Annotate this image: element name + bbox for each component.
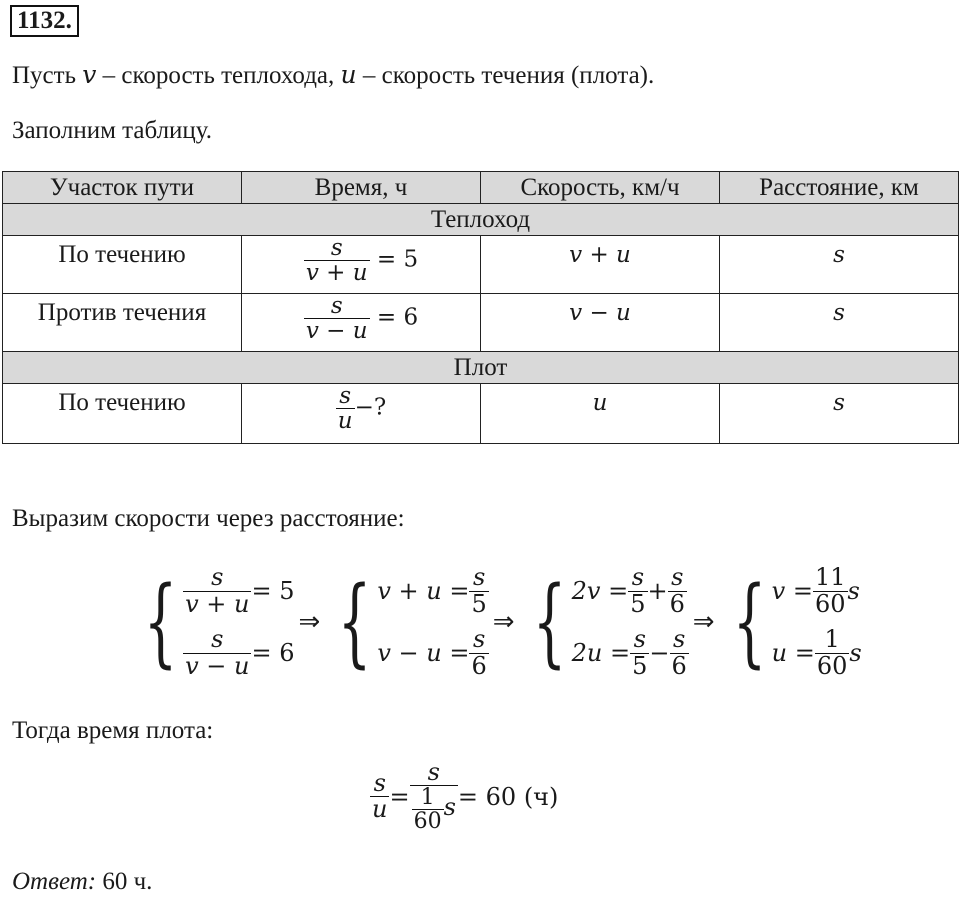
implies-arrow: ⇒ — [492, 607, 515, 637]
time-num: s — [339, 383, 352, 409]
time-cell — [242, 236, 480, 285]
intro-post: – скорость течения (плота). — [356, 62, 655, 89]
time-rhs: = 6 — [369, 304, 419, 331]
var-u: u — [340, 60, 357, 89]
system-2: v + u = $\frac{s}{5}$ v − u = $\frac{s}{6}$ — [377, 563, 487, 680]
section-row-ship — [3, 204, 959, 236]
distance-cell: s — [833, 300, 845, 326]
data-table — [2, 171, 959, 444]
left-brace: { — [338, 566, 372, 678]
intro-pre: Пусть — [12, 62, 83, 89]
express-text: Выразим скорости через расстояние: — [12, 505, 405, 532]
header-distance: Расстояние, км — [720, 172, 959, 204]
table-row — [3, 384, 959, 444]
segment-cell: По течению — [58, 389, 186, 416]
time-cell — [242, 384, 480, 433]
distance-cell: s — [833, 390, 845, 416]
intro-mid: – скорость теплохода, — [96, 62, 341, 89]
implies-arrow: ⇒ — [692, 607, 715, 637]
table-row — [3, 236, 959, 294]
header-time: Время, ч — [242, 172, 481, 204]
intro-text — [12, 60, 654, 90]
system-4: v = $\frac{11}{60}$ s u = $\frac{1}{60}$ s — [771, 563, 862, 680]
segment-cell: Против течения — [37, 299, 207, 326]
time-num: s — [330, 235, 343, 261]
implies-arrow: ⇒ — [298, 607, 321, 637]
speed-cell: u — [592, 390, 608, 416]
table-header-row — [3, 172, 959, 204]
header-segment: Участок пути — [3, 172, 242, 204]
time-den: v + u — [305, 260, 368, 287]
answer-value: 60 ч. — [96, 868, 153, 895]
speed-cell: v − u — [569, 300, 631, 326]
section-ship: Теплоход — [3, 204, 959, 236]
header-speed: Скорость, км/ч — [481, 172, 720, 204]
time-den: u — [337, 408, 353, 435]
time-num: s — [330, 293, 343, 319]
speed-cell: v + u — [569, 242, 631, 268]
left-brace: { — [732, 566, 766, 678]
segment-cell: По течению — [58, 241, 186, 268]
answer-label: Ответ: — [12, 868, 97, 895]
system-1: $\frac{s}{v + u}$ = 5 $\frac{s}{v - u}$ = 6 — [185, 563, 295, 680]
var-v: v — [82, 60, 97, 89]
equation-system-chain — [130, 560, 862, 684]
time-cell — [242, 294, 480, 343]
system-3: 2v = $\frac{s}{5}$ + $\frac{s}{6}$ 2u = $\frac{s}{5}$ − $\frac{s}{6}$ — [571, 563, 687, 680]
time-rhs: = 5 — [369, 246, 419, 273]
time-den: v − u — [305, 318, 368, 345]
problem-number: 1132. — [10, 5, 79, 37]
answer-line — [12, 868, 152, 896]
final-equation: $\frac{s}{u}$ = s $\frac{1}{60}$ s = 60 (ч) — [372, 758, 559, 835]
table-row — [3, 294, 959, 352]
left-brace: { — [532, 566, 566, 678]
time-rhs: −? — [354, 394, 387, 421]
section-row-raft — [3, 352, 959, 384]
left-brace: { — [143, 566, 178, 678]
distance-cell: s — [833, 242, 845, 268]
section-raft: Плот — [3, 352, 959, 384]
then-text: Тогда время плота: — [12, 717, 214, 744]
fill-table-text: Заполним таблицу. — [12, 117, 213, 144]
